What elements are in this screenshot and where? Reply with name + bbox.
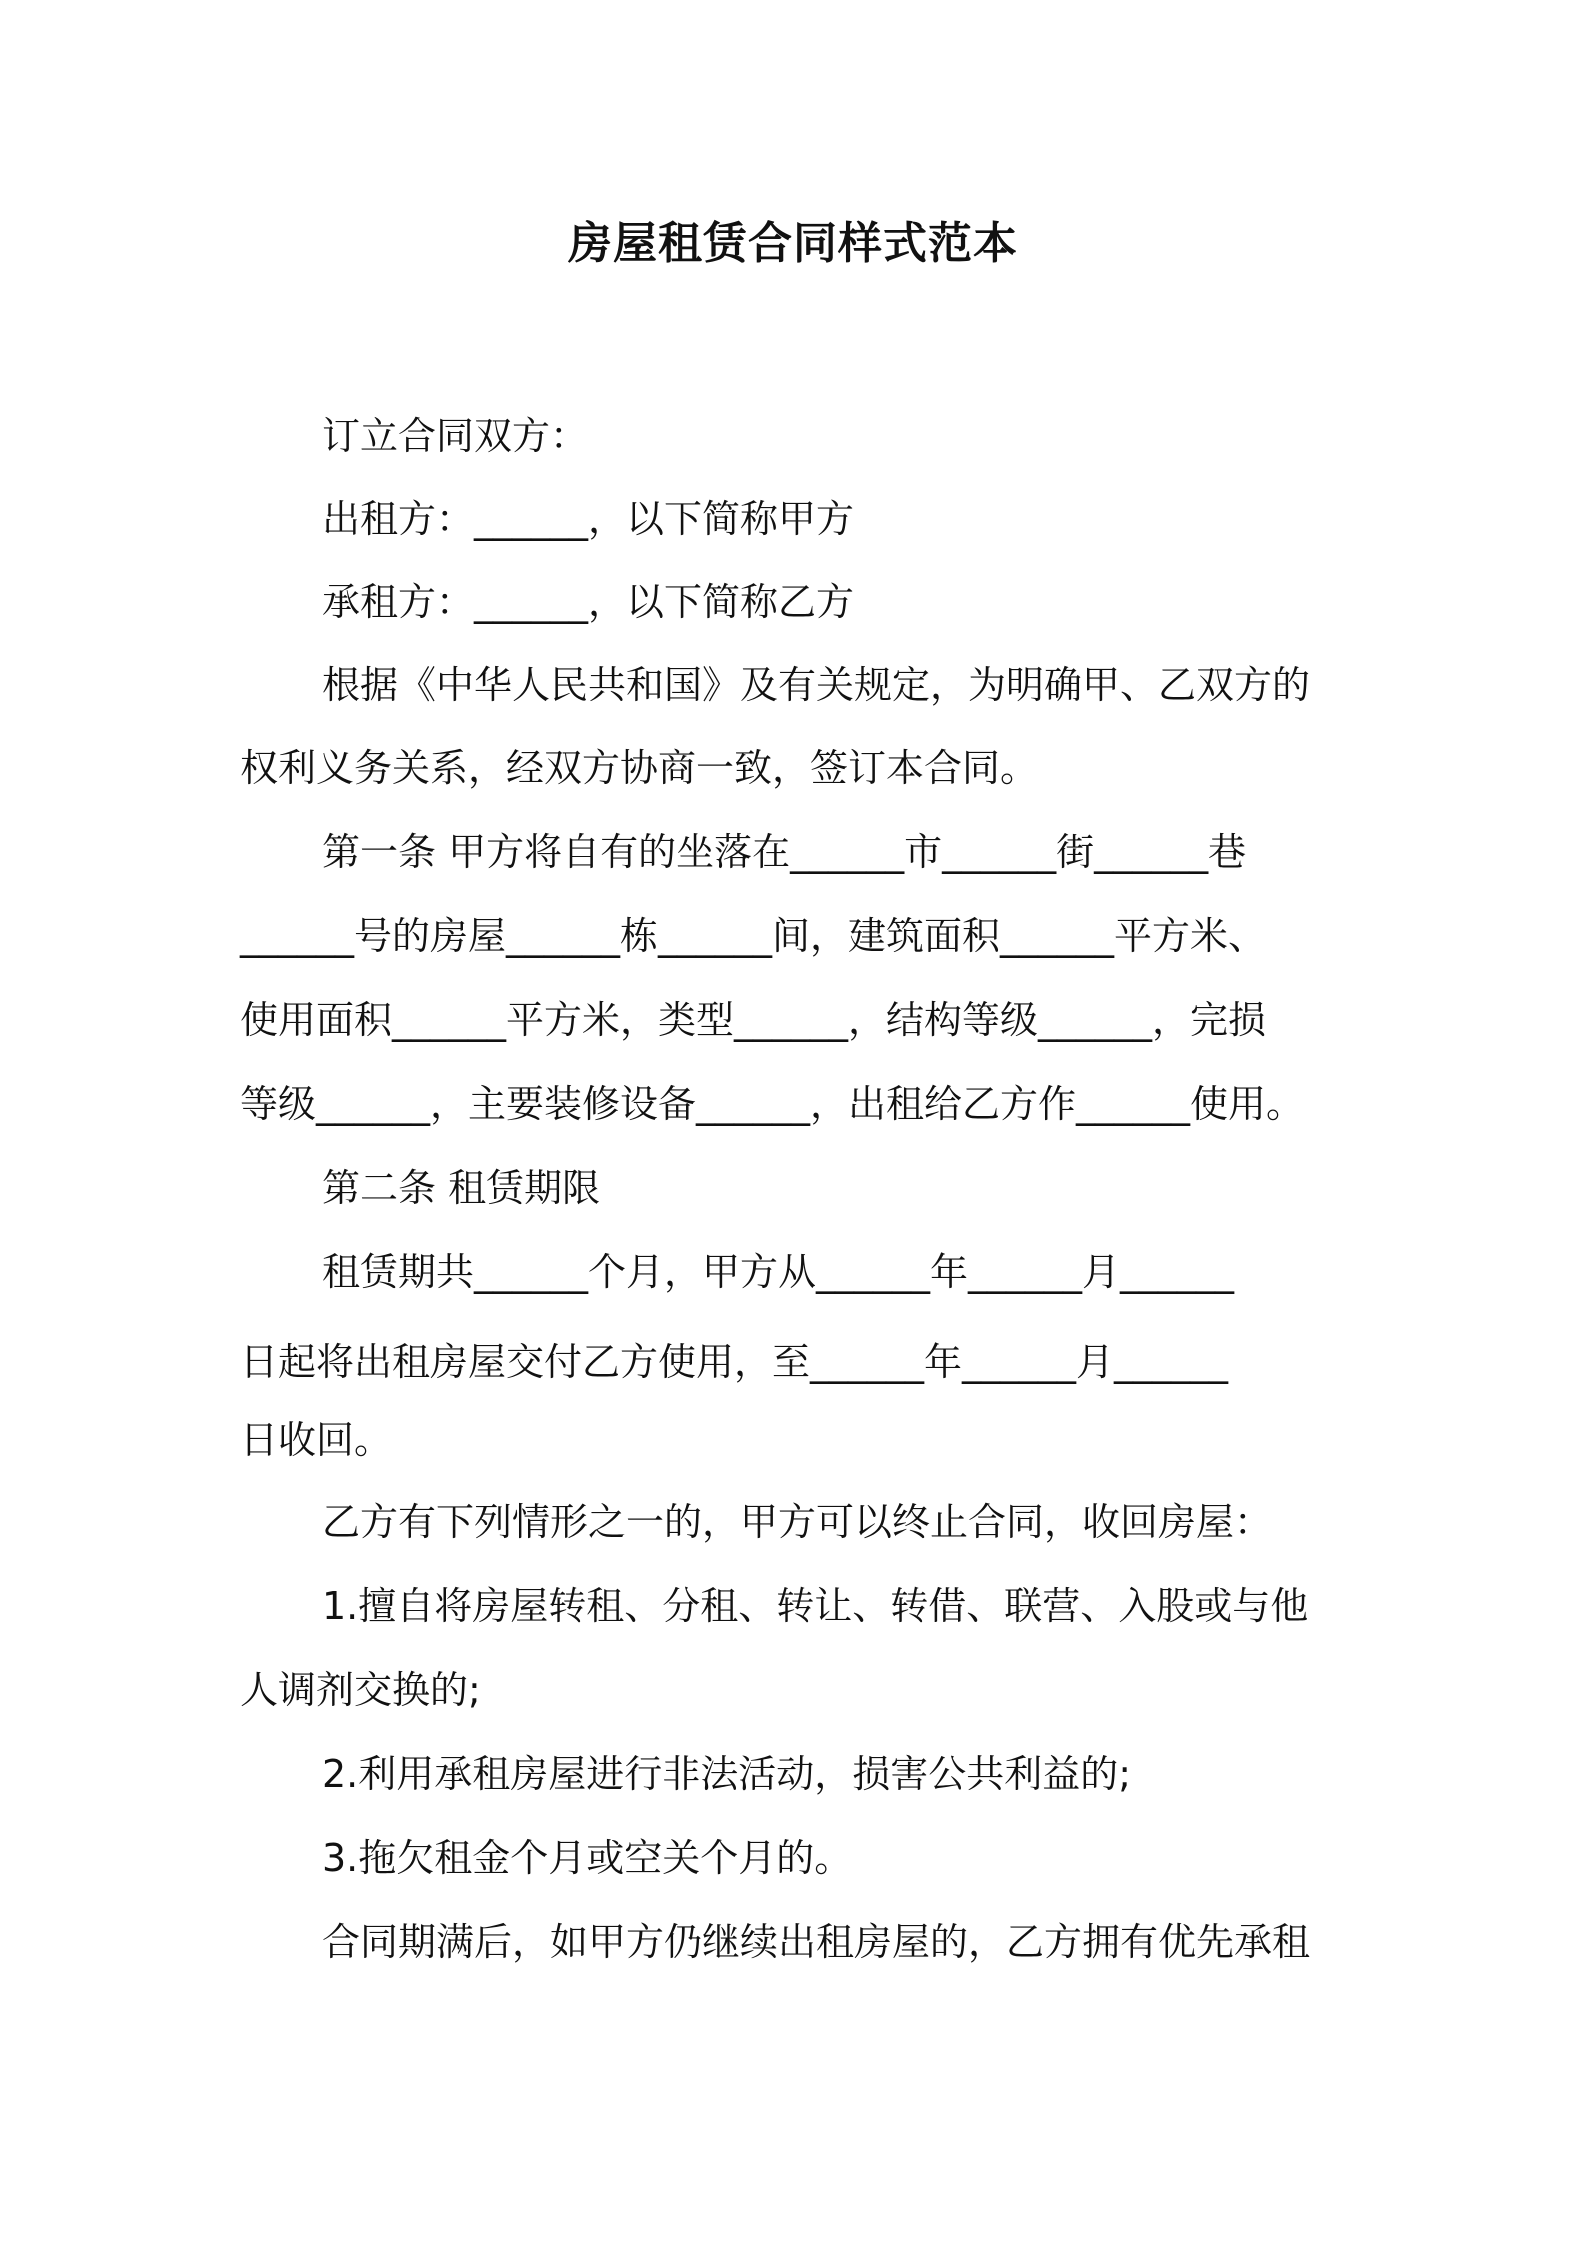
- text-line: 订立合同双方：: [322, 414, 589, 458]
- text-line: 根据《中华人民共和国》及有关规定，为明确甲、乙双方的: [322, 663, 1311, 707]
- text-line: 日起将出租房屋交付乙方使用，至______年______月______: [240, 1340, 1229, 1384]
- text-line: 2.利用承租房屋进行非法活动，损害公共利益的;: [322, 1752, 1132, 1796]
- text-line: 权利义务关系，经双方协商一致，签订本合同。: [240, 746, 1039, 790]
- text-line: 人调剂交换的;: [240, 1668, 481, 1712]
- text-line: 3.拖欠租金个月或空关个月的。: [322, 1836, 853, 1880]
- text-line: ______号的房屋______栋______间，建筑面积______平方米、: [240, 914, 1267, 958]
- text-line: 承租方：______，以下简称乙方: [322, 580, 855, 624]
- text-line: 出租方：______，以下简称甲方: [322, 497, 855, 541]
- text-line: 第二条 租赁期限: [322, 1166, 601, 1210]
- text-line: 第一条 甲方将自有的坐落在______市______街______巷: [322, 830, 1247, 874]
- text-line: 租赁期共______个月，甲方从______年______月______: [322, 1250, 1235, 1294]
- text-line: 合同期满后，如甲方仍继续出租房屋的，乙方拥有优先承租: [322, 1920, 1311, 1964]
- text-line: 日收回。: [240, 1418, 393, 1462]
- text-line: 使用面积______平方米，类型______，结构等级______，完损: [240, 998, 1267, 1042]
- text-line: 1.擅自将房屋转租、分租、转让、转借、联营、入股或与他: [322, 1584, 1309, 1628]
- document-title: 房屋租赁合同样式范本: [568, 218, 1018, 269]
- text-line: 乙方有下列情形之一的，甲方可以终止合同，收回房屋：: [322, 1500, 1273, 1544]
- text-line: 等级______，主要装修设备______，出租给乙方作______使用。: [240, 1082, 1305, 1126]
